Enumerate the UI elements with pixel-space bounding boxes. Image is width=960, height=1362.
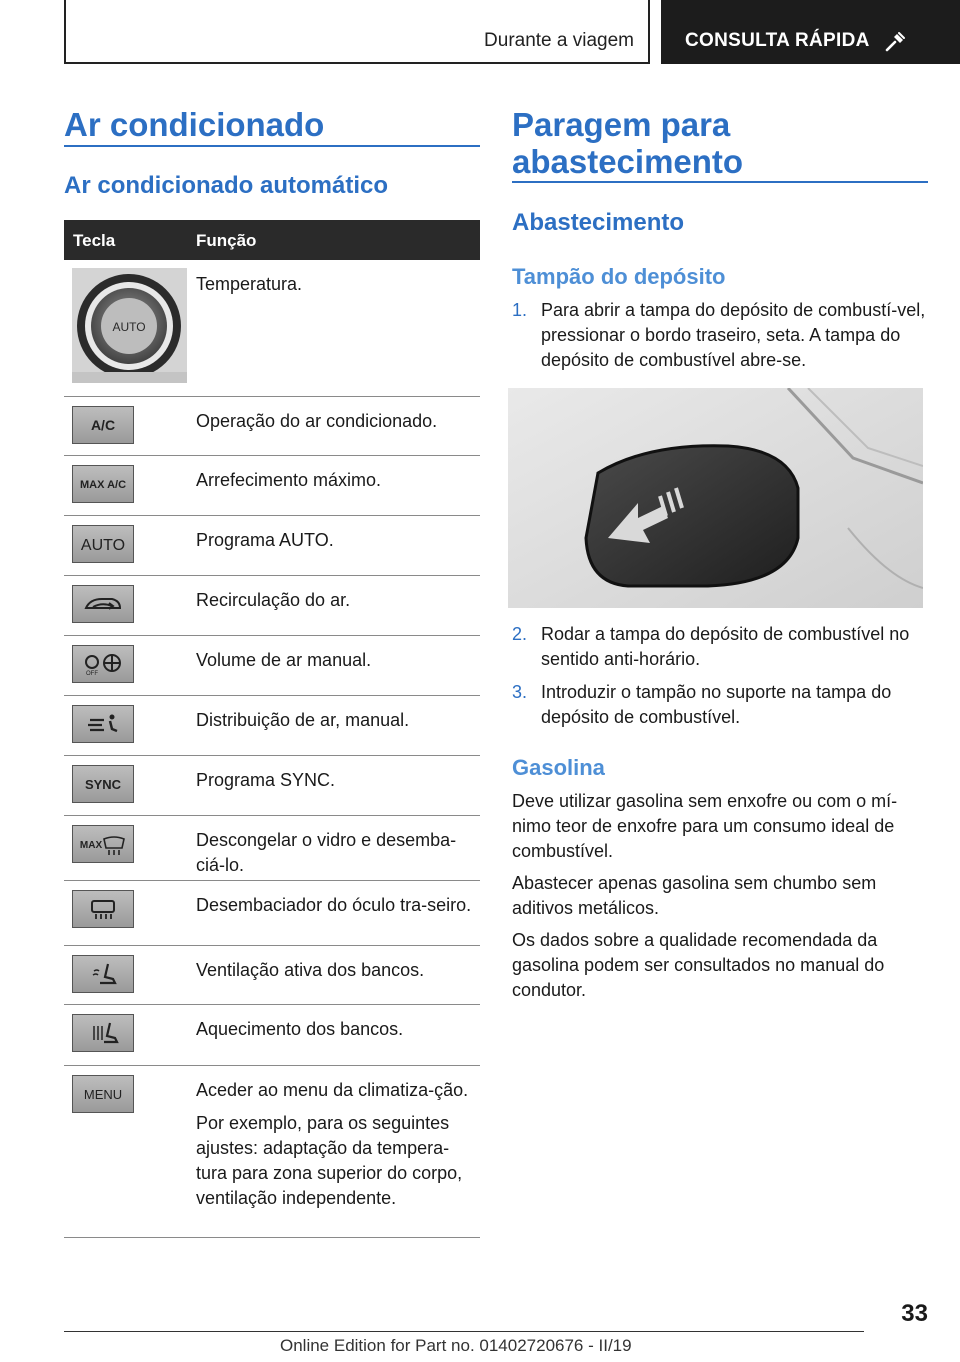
paragraph: Abastecer apenas gasolina sem chumbo sem aditivos metálicos.: [512, 873, 877, 918]
table-row: [64, 946, 480, 1005]
recirculation-icon: [72, 585, 134, 623]
row-function: Programa AUTO.: [196, 530, 334, 550]
seat-heating-icon: [72, 1014, 134, 1052]
page-title-ac: Ar condicionado: [64, 106, 325, 143]
table-row: [64, 1005, 480, 1066]
table-row: [64, 881, 480, 946]
sync-button: [72, 765, 134, 803]
section-heading-refuelling: Abastecimento: [512, 209, 685, 236]
svg-text:SYNC: SYNC: [84, 777, 122, 792]
seat-ventilation-icon: [72, 955, 134, 993]
knob-auto-label: AUTO: [112, 320, 146, 334]
row-function: Descongelar o vidro e desemba-ciá-lo.: [196, 830, 457, 875]
table-row: [64, 397, 480, 456]
row-function: Aquecimento dos bancos.: [196, 1019, 404, 1039]
section-tab[interactable]: [64, 0, 650, 64]
svg-text:MAX: MAX: [80, 840, 103, 851]
table-row: [64, 260, 480, 397]
ac-button: [72, 406, 134, 444]
wrench-icon: [883, 30, 907, 54]
row-function: Distribuição de ar, manual.: [196, 710, 410, 730]
chapter-tab[interactable]: [661, 0, 960, 64]
table-row: [64, 456, 480, 516]
svg-text:MAX A/C: MAX A/C: [80, 479, 126, 491]
row-function: Ventilação ativa dos bancos.: [196, 960, 425, 980]
col-header-function: Função: [196, 231, 257, 250]
page-title-refuel: Paragem para abastecimento: [512, 106, 744, 180]
svg-text:AUTO: AUTO: [80, 537, 126, 554]
svg-text:OFF: OFF: [86, 671, 98, 677]
menu-button: [72, 1075, 134, 1113]
chapter-tab-label: CONSULTA RÁPIDA: [685, 30, 870, 51]
row-function: Aceder ao menu da climatiza-ção. Por exemplo, para os seguintes ajustes: adaptação da tempera-tura para zona superior do corpo, ventilação independente.: [196, 1080, 469, 1208]
table-row: [64, 636, 480, 696]
title-rule: [64, 145, 480, 147]
fuel-flap-photo: [508, 388, 923, 608]
table-row: [64, 756, 480, 816]
col-header-key: Tecla: [73, 231, 116, 250]
row-function: Programa SYNC.: [196, 770, 336, 790]
subheading-gasoline: Gasolina: [512, 755, 605, 780]
table-row: [64, 1066, 480, 1238]
section-tab-label: Durante a viagem: [484, 30, 634, 51]
rear-defrost-icon: [72, 890, 134, 928]
table-row: [64, 696, 480, 756]
row-function: Volume de ar manual.: [196, 650, 372, 670]
fan-icon: [72, 645, 134, 683]
auto-button: [72, 525, 134, 563]
list-item: 2. Rodar a tampa do depósito de combustível no sentido anti-horário.: [512, 624, 910, 669]
list-item: 3. Introduzir o tampão no suporte na tampa do depósito de combustível.: [512, 682, 892, 727]
key-function-table: [64, 220, 480, 1238]
max-defrost-icon: [72, 825, 134, 863]
table-row: [64, 816, 480, 881]
table-row: [64, 516, 480, 576]
row-function: Operação do ar condicionado.: [196, 411, 438, 431]
paragraph: Os dados sobre a qualidade recomendada da gasolina podem ser consultados no manual do condutor.: [512, 930, 885, 1000]
footer-rule: [64, 1331, 864, 1332]
page-number: 33: [901, 1300, 928, 1327]
svg-text:MENU: MENU: [83, 1087, 123, 1102]
section-heading-auto-ac: Ar condicionado automático: [64, 172, 389, 199]
edition-note: Online Edition for Part no. 01402720676 - II/19: [280, 1336, 632, 1355]
row-function: Temperatura.: [196, 274, 303, 294]
subheading-fuel-cap: Tampão do depósito: [512, 264, 726, 289]
paragraph: Deve utilizar gasolina sem enxofre ou com o mí-nimo teor de enxofre para um consumo ideal de combustível.: [512, 791, 898, 861]
row-function: Recirculação do ar.: [196, 590, 351, 610]
max-ac-button: [72, 465, 134, 503]
row-function: Arrefecimento máximo.: [196, 470, 382, 490]
table-row: [64, 576, 480, 636]
table-header: [64, 220, 480, 260]
air-distribution-icon: [72, 705, 134, 743]
title-rule: [512, 181, 928, 183]
list-item: 1. Para abrir a tampa do depósito de combustí-vel, pressionar o bordo traseiro, seta. A tampa do depósito de combustível abre-se.: [512, 300, 926, 370]
svg-text:A/C: A/C: [90, 417, 116, 433]
row-function: Desembaciador do óculo tra-seiro.: [196, 895, 472, 915]
temperature-knob-image: [72, 268, 187, 383]
